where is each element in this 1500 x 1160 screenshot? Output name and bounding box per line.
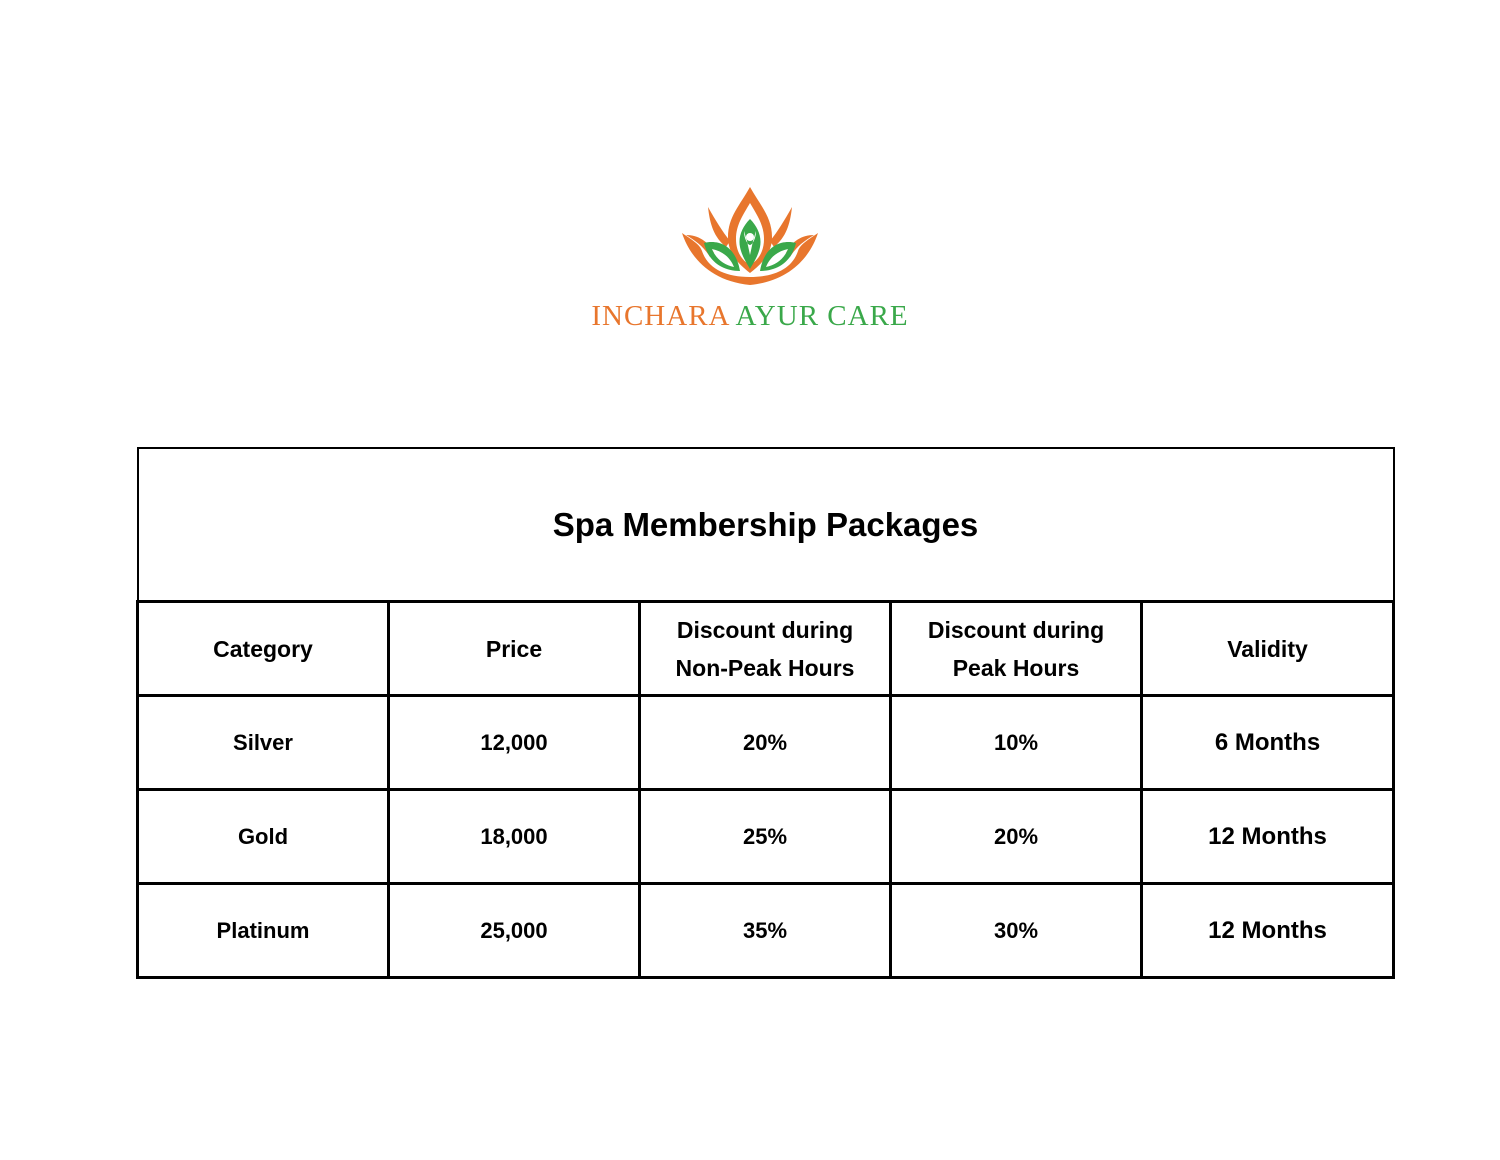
brand-name-part1: INCHARA [591, 300, 729, 332]
cell-price: 25,000 [389, 884, 640, 978]
cell-validity: 12 Months [1142, 884, 1394, 978]
header-category [138, 602, 389, 696]
cell-category: Platinum [138, 884, 389, 978]
header-label: Category [213, 635, 313, 662]
header-label-line2: Peak Hours [952, 654, 1080, 681]
cell-category: Gold [138, 790, 389, 884]
cell-validity: 12 Months [1142, 790, 1394, 884]
table-title-row [138, 448, 1394, 602]
cell-peak-discount: 20% [891, 790, 1142, 884]
cell-category: Silver [138, 696, 389, 790]
header-label-line1: Discount during [676, 616, 854, 643]
lotus-yoga-icon [680, 185, 820, 295]
header-label: Validity [1227, 635, 1308, 662]
cell-non-peak-discount: 20% [640, 696, 891, 790]
header-price [389, 602, 640, 696]
cell-non-peak-discount: 35% [640, 884, 891, 978]
cell-peak-discount: 30% [891, 884, 1142, 978]
table-header-row [138, 602, 1394, 696]
brand-logo [560, 180, 940, 340]
header-validity [1142, 602, 1394, 696]
header-label-line2: Non-Peak Hours [675, 654, 855, 681]
cell-price: 12,000 [389, 696, 640, 790]
cell-non-peak-discount: 25% [640, 790, 891, 884]
cell-validity: 6 Months [1142, 696, 1394, 790]
table-title: Spa Membership Packages [138, 448, 1394, 602]
header-non-peak-discount [640, 602, 891, 696]
table-row [138, 696, 1394, 790]
brand-name [560, 300, 940, 333]
header-label-line1: Discount during [927, 616, 1105, 643]
header-peak-discount [891, 602, 1142, 696]
cell-price: 18,000 [389, 790, 640, 884]
membership-table [136, 447, 1395, 979]
header-label: Price [485, 635, 543, 662]
table-row [138, 884, 1394, 978]
table-row [138, 790, 1394, 884]
brand-name-part2: AYUR CARE [735, 300, 909, 332]
cell-peak-discount: 10% [891, 696, 1142, 790]
